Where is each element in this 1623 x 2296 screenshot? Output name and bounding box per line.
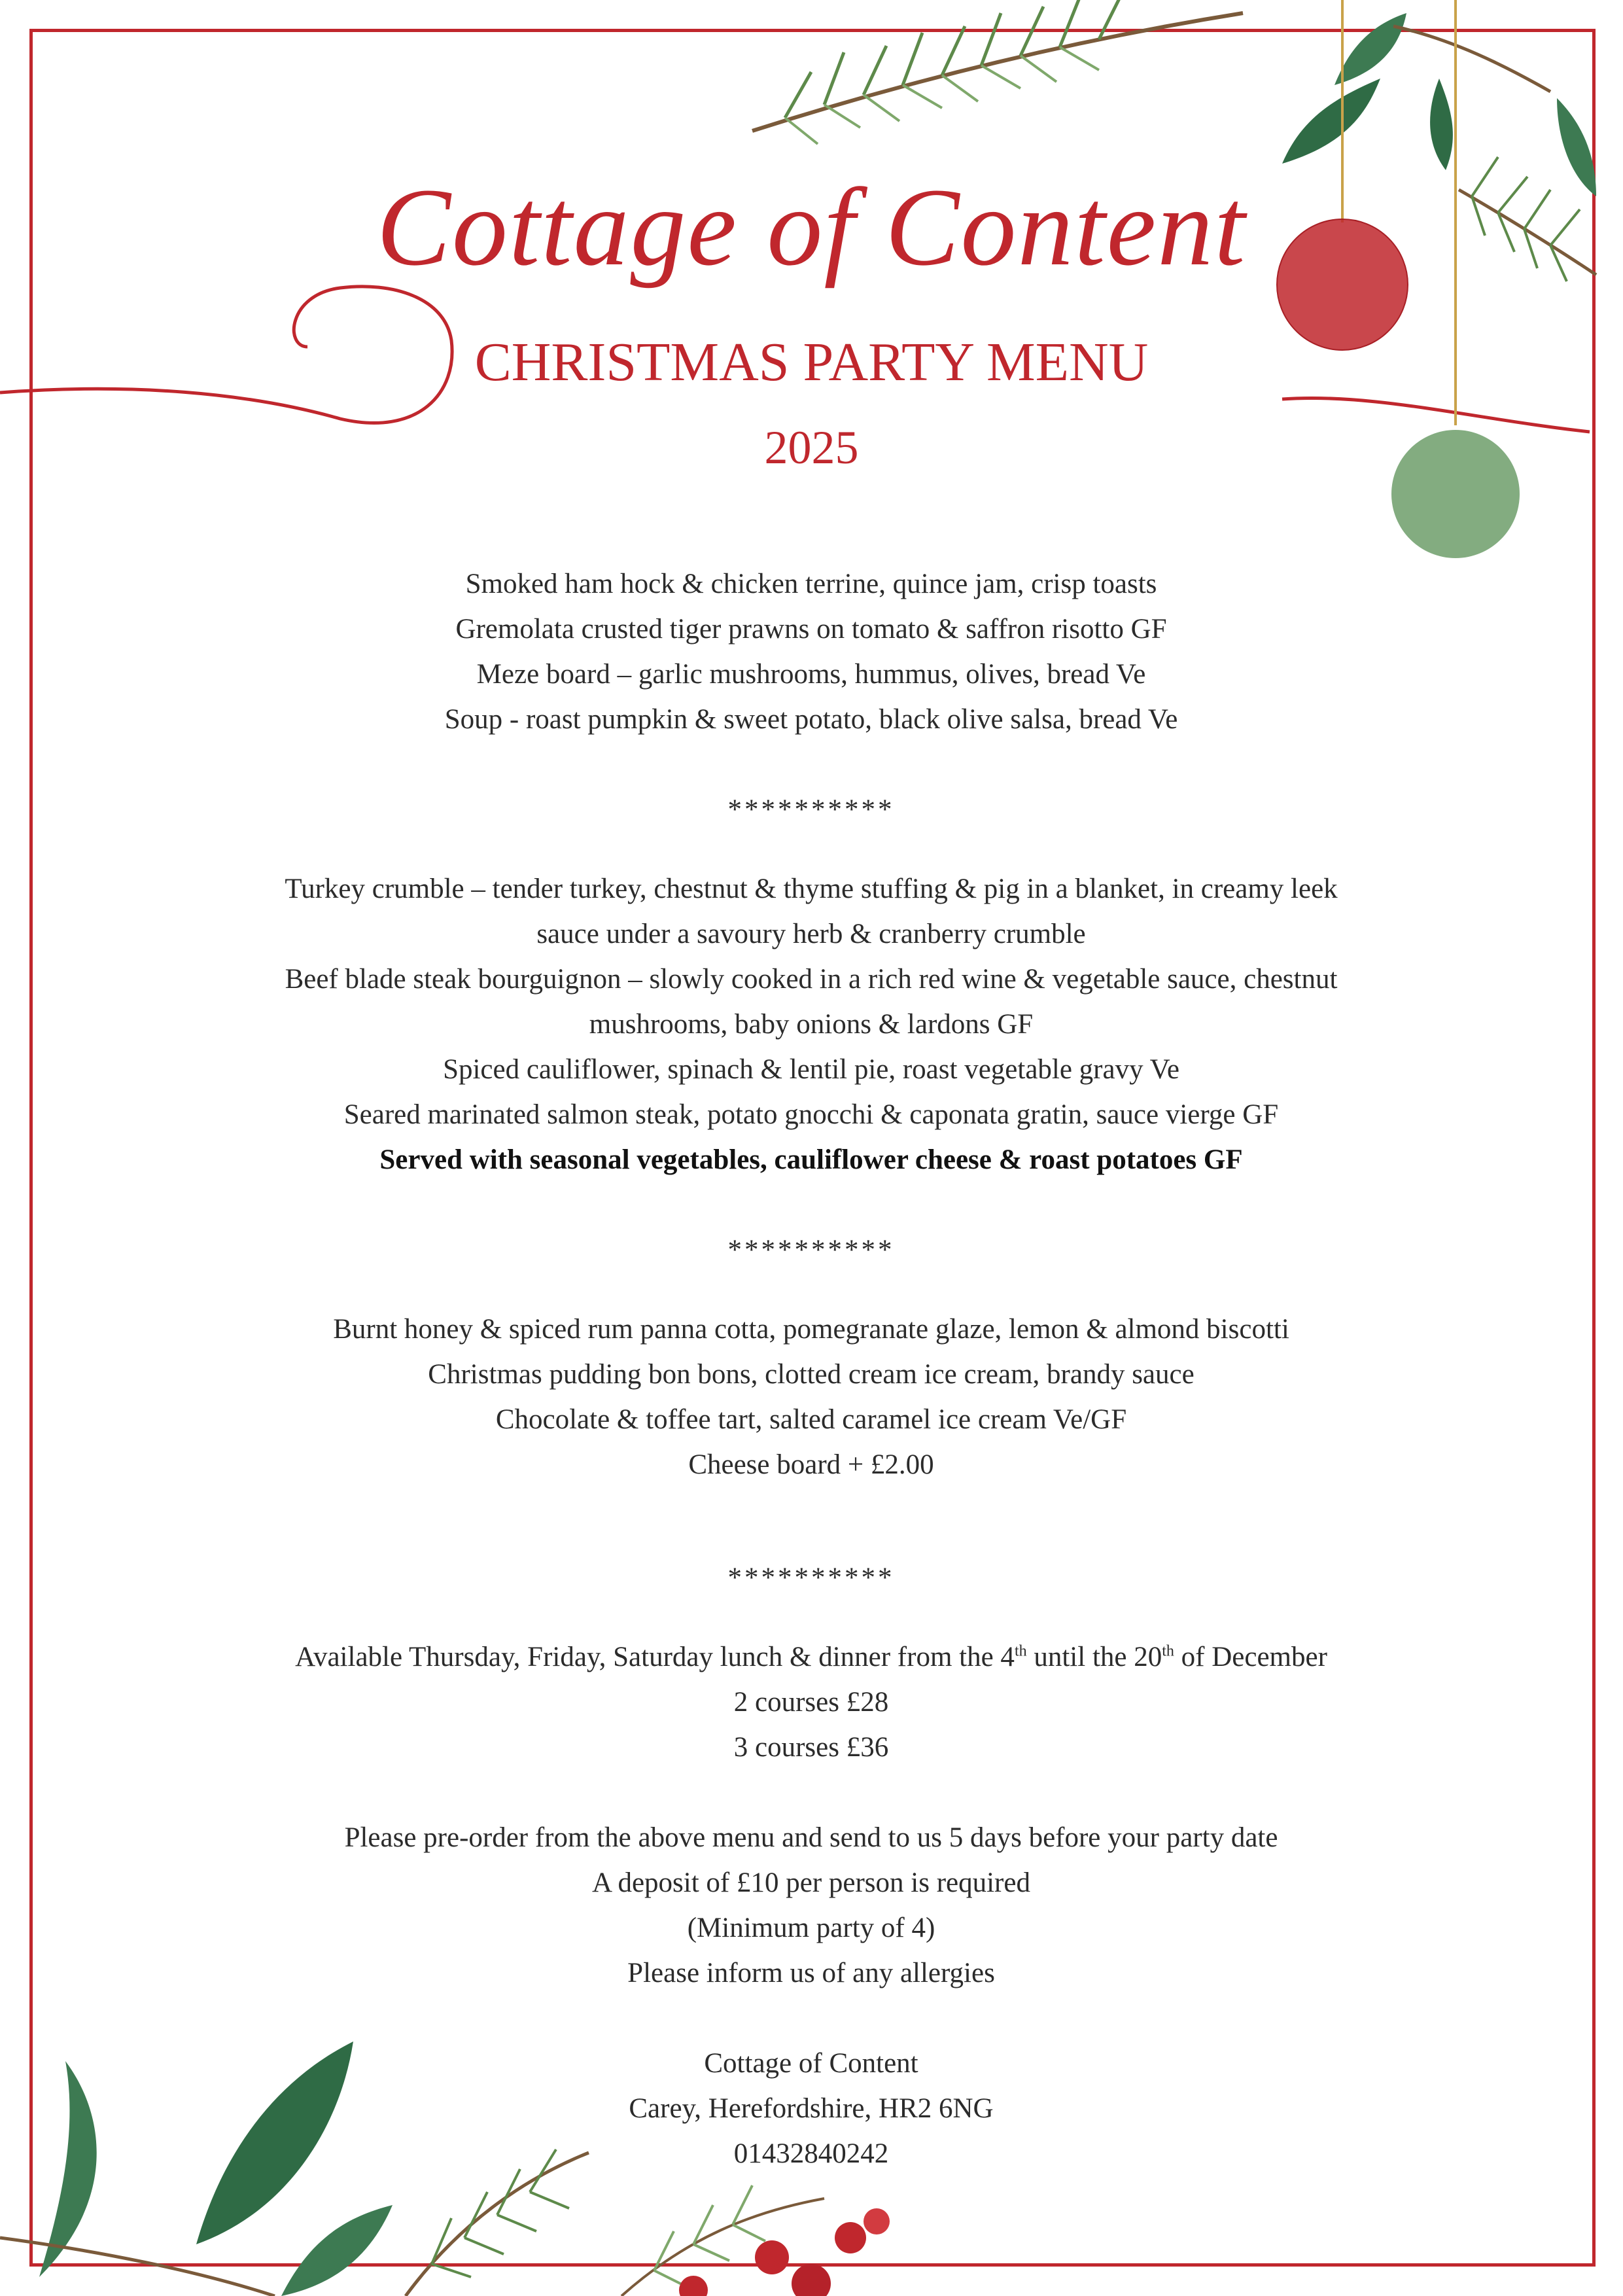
contact-name: Cottage of Content <box>704 2048 918 2079</box>
main-item: sauce under a savoury herb & cranberry crumble <box>536 919 1086 949</box>
menu-content <box>157 561 1465 2176</box>
brand-logo-text: Cottage of Content <box>376 166 1247 289</box>
price-line: 3 courses £36 <box>733 1732 889 1763</box>
main-item: Beef blade steak bourguignon – slowly cooked in a rich red wine & vegetable sauce, chestnut <box>285 964 1338 995</box>
info-line: A deposit of £10 per person is required <box>592 1867 1030 1898</box>
main-item: Turkey crumble – tender turkey, chestnut & thyme stuffing & pig in a blanket, in creamy leek <box>285 874 1338 904</box>
year: 2025 <box>764 421 859 474</box>
starter-item: Soup - roast pumpkin & sweet potato, black olive salsa, bread Ve <box>444 704 1178 735</box>
starter-item: Smoked ham hock & chicken terrine, quince jam, crisp toasts <box>465 569 1157 599</box>
ordinal-suffix: th <box>1014 1642 1027 1660</box>
contact-address: Carey, Herefordshire, HR2 6NG <box>629 2093 994 2124</box>
main-item: mushrooms, baby onions & lardons GF <box>589 1009 1034 1040</box>
dessert-item: Burnt honey & spiced rum panna cotta, pomegranate glaze, lemon & almond biscotti <box>333 1314 1289 1345</box>
page-title: CHRISTMAS PARTY MENU <box>474 332 1149 393</box>
ordinal-suffix: th <box>1162 1642 1174 1660</box>
section-separator: ********** <box>727 794 895 825</box>
availability-suffix: of December <box>1174 1642 1327 1672</box>
main-item: Seared marinated salmon steak, potato gnocchi & caponata gratin, sauce vierge GF <box>343 1099 1279 1130</box>
info-line: Please pre-order from the above menu and send to us 5 days before your party date <box>344 1822 1278 1853</box>
dessert-item: Chocolate & toffee tart, salted caramel ice cream Ve/GF <box>495 1404 1127 1435</box>
starter-item: Meze board – garlic mushrooms, hummus, olives, bread Ve <box>476 659 1146 690</box>
section-separator: ********** <box>727 1235 895 1265</box>
mains-note: Served with seasonal vegetables, cauliflower cheese & roast potatoes GF <box>379 1144 1243 1175</box>
availability-middle: until the 20 <box>1026 1642 1162 1672</box>
starter-item: Gremolata crusted tiger prawns on tomato & saffron risotto GF <box>455 614 1167 645</box>
info-line: Please inform us of any allergies <box>627 1958 995 1988</box>
section-separator: ********** <box>727 1563 895 1593</box>
main-item: Spiced cauliflower, spinach & lentil pie, roast vegetable gravy Ve <box>443 1054 1179 1085</box>
price-line: 2 courses £28 <box>733 1687 889 1718</box>
availability-prefix: Available Thursday, Friday, Saturday lunch & dinner from the 4 <box>295 1642 1015 1672</box>
contact-phone[interactable]: 01432840242 <box>733 2138 889 2169</box>
dessert-item: Cheese board + £2.00 <box>688 1449 934 1480</box>
info-line: (Minimum party of 4) <box>687 1913 935 1943</box>
dessert-item: Christmas pudding bon bons, clotted cream ice cream, brandy sauce <box>428 1359 1195 1390</box>
availability <box>157 1634 1465 1680</box>
